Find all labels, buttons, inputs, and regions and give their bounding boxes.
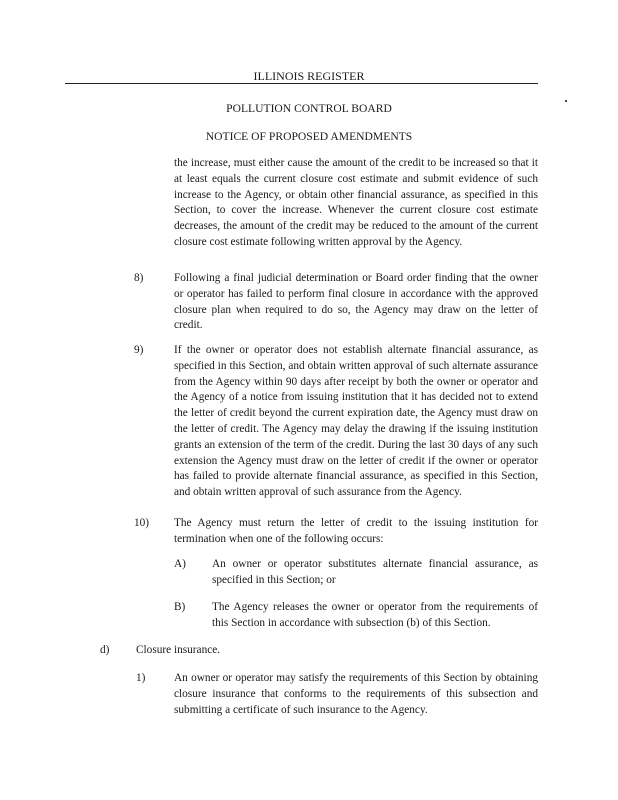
section-d-heading: Closure insurance. [136,644,221,656]
subitem-text-b: The Agency releases the owner or operator from the requirements of this Section in accordance with subsection (b) of this Section. [212,601,538,629]
continuation-paragraph: the increase, must either cause the amount of the credit to be increased so that it at least equals the current closure cost estimate and submit evidence of such increase to the Agency, or obtain other financial assurance, as specified in this Section, to cover the increase. Whenever the current closure cost estimate decreases, the amount of the credit may be reduced to the amount of the current closure cost estimate following written approval by the Agency. [174,157,538,248]
item-text-9: If the owner or operator does not establish alternate financial assurance, as specified in this Section, and obtain written approval of such alternate assurance from the Agency within 90 days after receipt by both the owner or operator and the Agency of a notice from issuing institution that it has decided not to extend the letter of credit beyond the current expiration date, the Agency must draw on the letter of credit. The Agency may delay the drawing if the issuing institution grants an extension of the term of the credit. During the last 30 days of any such extension the Agency must draw on the letter of credit if the owner or operator has failed to provide alternate financial assurance, as specified in this Section, and obtain written approval of such assurance from the Agency. [174,344,538,499]
header-rule [65,83,538,84]
subitem-number-a: A) [174,558,186,570]
item-number-9: 9) [134,344,144,356]
item-text-8: Following a final judicial determination or Board order finding that the owner or operator has failed to perform final closure in accordance with the approved closure plan when required to do so, the Agency may draw on the letter of credit. [174,272,538,332]
subitem-text-a: An owner or operator substitutes alternate financial assurance, as specified in this Section; or [212,558,538,586]
register-title: ILLINOIS REGISTER [253,69,365,83]
item-number-d1: 1) [136,672,146,684]
item-number-8: 8) [134,272,144,284]
subitem-number-b: B) [174,601,186,613]
agency-title: POLLUTION CONTROL BOARD [226,102,392,115]
notice-title: NOTICE OF PROPOSED AMENDMENTS [205,130,413,143]
section-d-number: d) [100,644,110,656]
item-text-10: The Agency must return the letter of credit to the issuing institution for termination when one of the following occurs: [174,517,538,545]
item-text-d1: An owner or operator may satisfy the requirements of this Section by obtaining closure insurance that conforms to the requirements of this subsection and submitting a certificate of such insurance to the Agency. [174,672,538,716]
item-number-10: 10) [134,517,150,529]
